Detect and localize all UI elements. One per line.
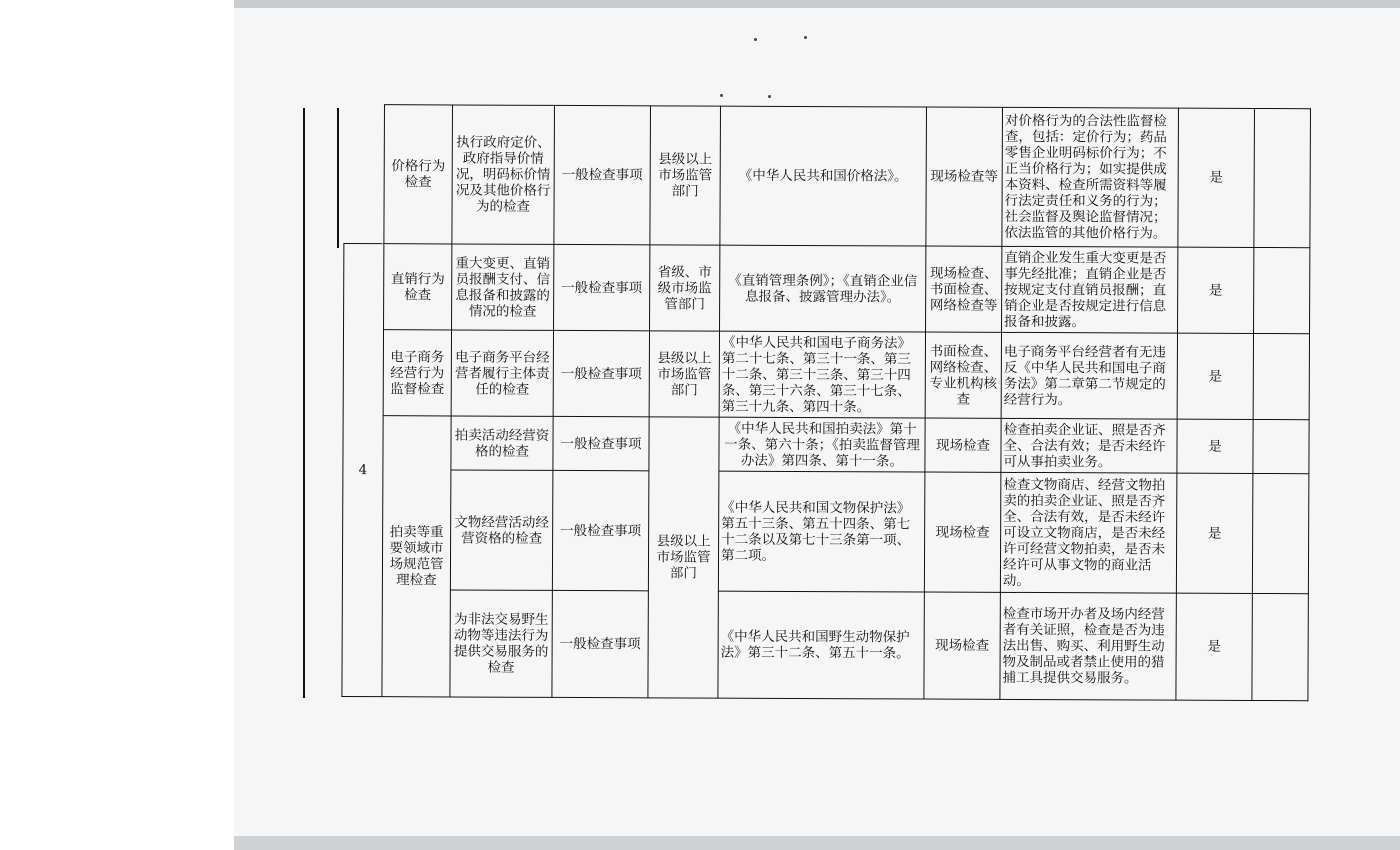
flag-cell: 是 — [1178, 108, 1255, 247]
note-cell — [1252, 593, 1308, 700]
content-cell: 对价格行为的合法性监督检查，包括：定价行为；药品零售企业明码标价行为；不正当价格行为；如实提供成本资料、检查所需资料等履行法定责任和义务的行为；社会监督及舆论监督情况；依法监管的其他价格行为。 — [1002, 107, 1179, 247]
content-cell: 直销企业发生重大变更是否事先经批准；直销企业是否按规定支付直销员报酬；直销企业是否按规定进行信息报备和披露。 — [1002, 246, 1178, 333]
flag-cell: 是 — [1178, 247, 1254, 333]
table-row — [342, 589, 1308, 700]
section-rule-upper — [337, 108, 339, 248]
note-cell — [1254, 247, 1310, 333]
table-row — [342, 469, 1309, 593]
category-cell: 电子商务经营行为监督检查 — [383, 330, 451, 416]
basis-cell: 《直销管理条例》；《直销企业信息报备、披露管理办法》。 — [720, 245, 926, 332]
method-cell: 书面检查、网络检查、专业机构核查 — [925, 332, 1001, 418]
basis-cell: 《中华人民共和国野生动物保护法》第三十二条、第五十一条。 — [718, 591, 924, 699]
basis-cell: 《中华人民共和国电子商务法》第二十七条、第三十一条、第三十二条、第三十三条、第三十四条、第三十六条、第三十七条、第三十九条、第四十条。 — [719, 331, 925, 418]
item-cell: 文物经营活动经营资格的检查 — [450, 470, 553, 590]
content-cell: 检查拍卖企业证、照是否齐全、合法有效；是否未经许可从事拍卖业务。 — [1001, 418, 1177, 473]
basis-cell: 《中华人民共和国价格法》。 — [720, 106, 927, 246]
item-cell: 电子商务平台经营者履行主体责任的检查 — [451, 330, 553, 416]
flag-cell: 是 — [1176, 593, 1252, 700]
item-cell: 为非法交易野生动物等违法行为提供交易服务的检查 — [450, 590, 552, 697]
method-cell: 现场检查 — [925, 418, 1001, 472]
agency-cell: 县级以上市场监管部门 — [649, 331, 719, 417]
flag-cell: 是 — [1177, 333, 1253, 419]
agency-cell: 省级、市级市场监管部门 — [650, 245, 720, 331]
content-cell: 电子商务平台经营者有无违反《中华人民共和国电子商务法》第二章第二节规定的经营行为。 — [1001, 332, 1177, 419]
type-cell: 一般检查事项 — [553, 330, 649, 416]
note-cell — [1252, 473, 1309, 593]
method-cell: 现场检查、书面检查、网络检查等 — [926, 246, 1002, 332]
table-row — [344, 105, 1311, 248]
agency-cell: 县级以上市场监管部门 — [648, 417, 719, 698]
item-cell: 执行政府定价、政府指导价情况，明码标价情况及其他价格行为的检查 — [452, 105, 555, 244]
method-cell: 现场检查 — [924, 592, 1000, 699]
content-cell: 检查市场开办者及场内经营者有关证照，检查是否为违法出售、购买、利用野生动物及制品或者禁止使用的猎捕工具提供交易服务。 — [1000, 592, 1176, 700]
table-row — [344, 244, 1310, 334]
agency-cell: 县级以上市场监管部门 — [650, 106, 721, 245]
section-number-cell: 4 — [342, 244, 384, 697]
flag-cell: 是 — [1176, 473, 1253, 593]
section-cell-empty — [344, 105, 385, 244]
category-cell: 价格行为检查 — [384, 105, 453, 244]
basis-cell: 《中华人民共和国拍卖法》第十一条、第六十条；《拍卖监督管理办法》第四条、第十一条。 — [719, 417, 925, 472]
scan-speck — [804, 36, 807, 39]
scan-border-bottom — [234, 836, 1400, 850]
scan-speck — [754, 38, 757, 41]
type-cell: 一般检查事项 — [553, 416, 649, 470]
scan-speck — [720, 94, 723, 97]
method-cell: 现场检查等 — [926, 107, 1003, 246]
item-cell: 重大变更、直销员报酬支付、信息报备和披露的情况的检查 — [452, 244, 554, 330]
table-row — [343, 330, 1309, 420]
margin-rule — [303, 108, 305, 698]
type-cell: 一般检查事项 — [552, 470, 649, 590]
flag-cell: 是 — [1177, 419, 1253, 473]
type-cell: 一般检查事项 — [554, 105, 651, 244]
note-cell — [1254, 108, 1311, 247]
category-cell: 拍卖等重要领域市场规范管理检查 — [382, 416, 451, 697]
item-cell: 拍卖活动经营资格的检查 — [451, 416, 553, 470]
scan-border-top — [234, 0, 1400, 8]
content-cell: 检查文物商店、经营文物拍卖的拍卖企业证、照是否齐全、合法有效，是否未经许可设立文物商店，是否未经许可经营文物拍卖，是否未经许可从事文物的商业活动。 — [1000, 472, 1177, 593]
type-cell: 一般检查事项 — [554, 244, 650, 330]
table-row — [343, 415, 1309, 473]
inspection-items-table — [341, 104, 1311, 701]
category-cell: 直销行为检查 — [384, 244, 452, 330]
type-cell: 一般检查事项 — [552, 590, 648, 697]
note-cell — [1253, 333, 1309, 419]
scan-speck — [768, 95, 771, 98]
method-cell: 现场检查 — [924, 472, 1001, 592]
note-cell — [1253, 419, 1309, 473]
basis-cell: 《中华人民共和国文物保护法》第五十三条、第五十四条、第七十二条以及第七十三条第一项、第二项。 — [718, 471, 925, 592]
